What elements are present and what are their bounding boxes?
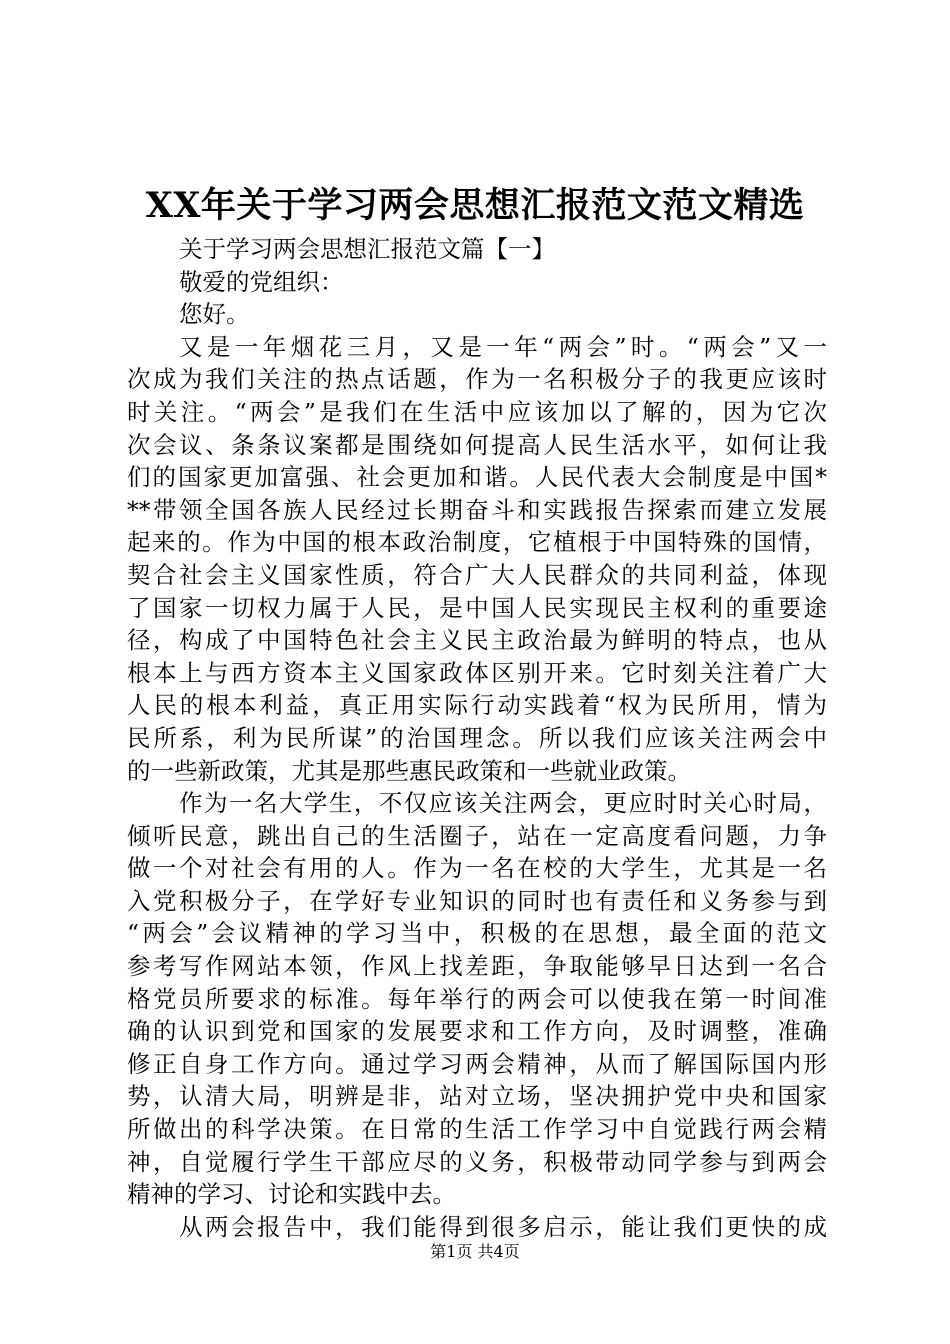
paragraph-line: 又是一年烟花三月，又是一年“两会”时。“两会”又一 [179, 332, 827, 361]
paragraph-line: 契合社会主义国家性质，符合广大人民群众的共同利益，体现 [127, 560, 827, 589]
salutation: 敬爱的党组织： [179, 267, 344, 296]
document-title: XX年关于学习两会思想汇报范文范文精选 [145, 185, 805, 226]
paragraph-line: 做一个对社会有用的人。作为一名在校的大学生，尤其是一名 [127, 854, 827, 883]
paragraph-line: 起来的。作为中国的根本政治制度，它植根于中国特殊的国情， [127, 528, 827, 557]
paragraph-line: 修正自身工作方向。通过学习两会精神，从而了解国际国内形 [127, 1049, 827, 1078]
paragraph-line: 势，认清大局，明辨是非，站对立场，坚决拥护党中央和国家 [127, 1082, 827, 1111]
paragraph-line: 的一些新政策，尤其是那些惠民政策和一些就业政策。 [127, 756, 691, 785]
paragraph-line: 人民的根本利益，真正用实际行动实践着“权为民所用，情为 [127, 691, 827, 720]
paragraph-line: 时关注。“两会”是我们在生活中应该加以了解的，因为它次 [127, 397, 827, 426]
paragraph-line: 神，自觉履行学生干部应尽的义务，积极带动同学参与到两会 [127, 1147, 827, 1176]
paragraph-line: 了国家一切权力属于人民，是中国人民实现民主权利的重要途 [127, 593, 827, 622]
greeting: 您好。 [179, 300, 250, 329]
paragraph-line: 精神的学习、讨论和实践中去。 [127, 1180, 456, 1209]
paragraph-line: 参考写作网站本领，作风上找差距，争取能够早日达到一名合 [127, 952, 827, 981]
paragraph-line: 所做出的科学决策。在日常的生活工作学习中自觉践行两会精 [127, 1115, 827, 1144]
paragraph-line: 确的认识到党和国家的发展要求和工作方向，及时调整，准确 [127, 1017, 827, 1046]
paragraph-line: 入党积极分子，在学好专业知识的同时也有责任和义务参与到 [127, 886, 827, 915]
paragraph-line: 格党员所要求的标准。每年举行的两会可以使我在第一时间准 [127, 984, 827, 1013]
paragraph-line: **带领全国各族人民经过长期奋斗和实践报告探索而建立发展 [127, 495, 827, 524]
paragraph-line: 根本上与西方资本主义国家政体区别开来。它时刻关注着广大 [127, 658, 827, 687]
paragraph-line: 倾听民意，跳出自己的生活圈子，站在一定高度看问题，力争 [127, 821, 827, 850]
document-body [127, 233, 827, 1243]
paragraph-line: 从两会报告中，我们能得到很多启示，能让我们更快的成 [179, 1212, 827, 1241]
paragraph-line: 们的国家更加富强、社会更加和谐。人民代表大会制度是中国* [127, 463, 827, 492]
paragraph-line: 作为一名大学生，不仅应该关注两会，更应时时关心时局， [179, 789, 827, 818]
paragraph-line: 径，构成了中国特色社会主义民主政治最为鲜明的特点，也从 [127, 626, 827, 655]
page-number: 第1页 共4页 [430, 1242, 520, 1261]
paragraph-line: 次成为我们关注的热点话题，作为一名积极分子的我更应该时 [127, 365, 827, 394]
paragraph-line: “两会”会议精神的学习当中，积极的在思想，最全面的范文 [127, 919, 827, 948]
paragraph-line: 次会议、条条议案都是围绕如何提高人民生活水平，如何让我 [127, 430, 827, 459]
section-heading: 关于学习两会思想汇报范文篇【一】 [179, 235, 555, 263]
paragraph-line: 民所系，利为民所谋”的治国理念。所以我们应该关注两会中 [127, 723, 827, 752]
